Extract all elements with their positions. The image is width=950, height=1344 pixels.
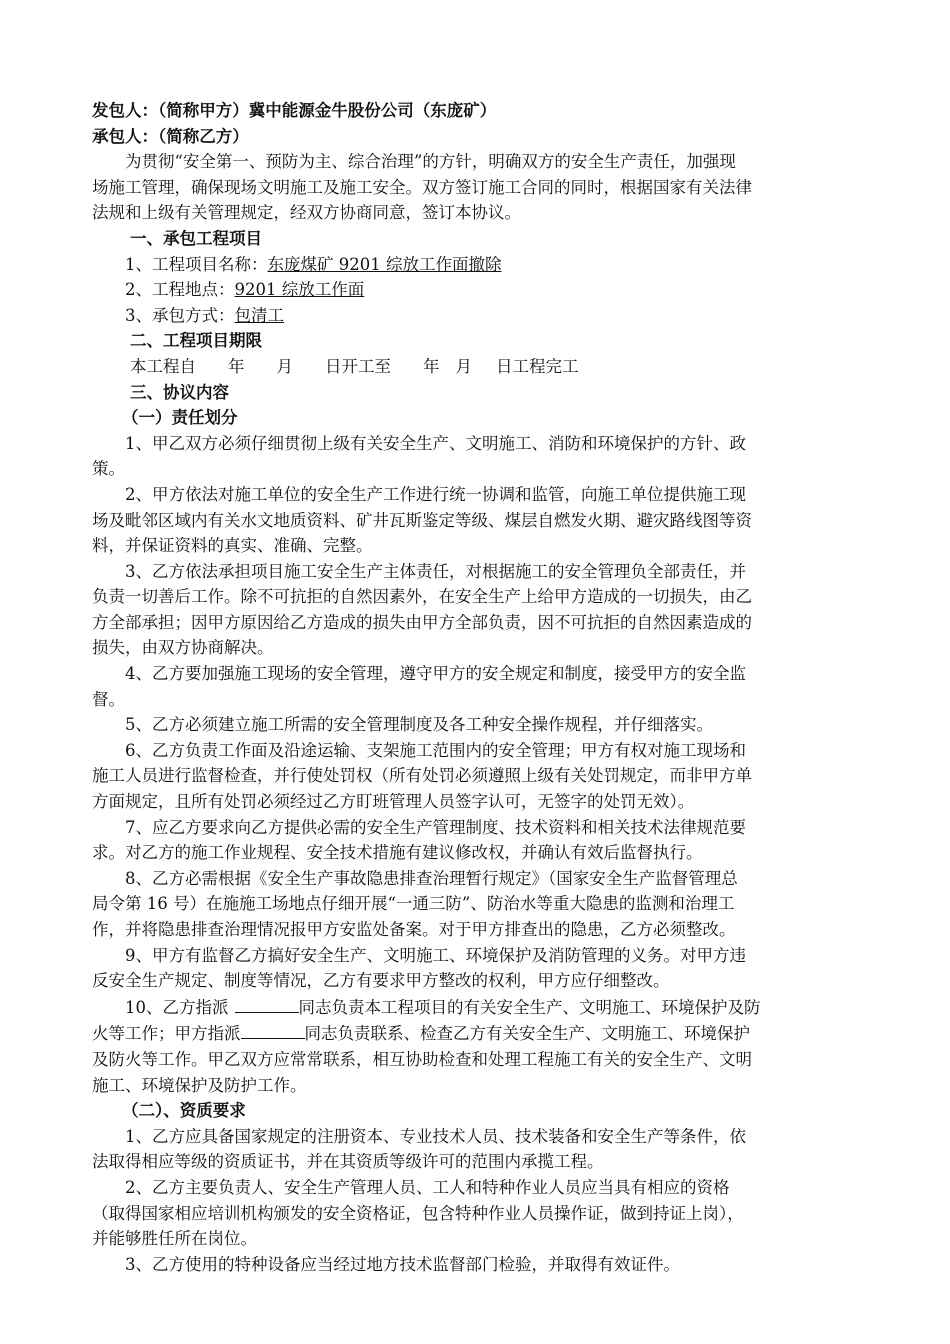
clause-line: 料，并保证资料的真实、准确、完整。 xyxy=(92,536,373,556)
clause-3 xyxy=(92,559,860,661)
project-name-label: 1、工程项目名称： xyxy=(125,254,268,274)
clause-line: 策。 xyxy=(92,459,125,479)
project-period xyxy=(92,354,860,380)
clause-line: 施工、环境保护及防护工作。 xyxy=(92,1075,307,1095)
clause-text: 火等工作；甲方指派 xyxy=(92,1024,241,1044)
party-a-line: 发包人：（简称甲方）冀中能源金牛股份公司（东庞矿） xyxy=(92,101,497,120)
clause-text: 同志负责本工程项目的有关安全生产、文明施工、环境保护及防 xyxy=(298,997,761,1017)
intro-line: 场施工管理，确保现场文明施工及施工安全。双方签订施工合同的同时，根据国家有关法律 xyxy=(92,177,752,197)
clause-line: 求。对乙方的施工作业规程、安全技术措施有建议修改权，并确认有效后监督执行。 xyxy=(92,843,703,863)
project-name-item xyxy=(92,252,860,278)
contract-method-item xyxy=(92,303,860,329)
project-location-item xyxy=(92,277,860,303)
contract-page xyxy=(92,98,860,1277)
intro-line: 法规和上级有关管理规定，经双方协商同意，签订本协议。 xyxy=(92,203,521,223)
clause-line: 负责一切善后工作。除不可抗拒的自然因素外，在安全生产上给甲方造成的一切损失，由乙 xyxy=(92,587,752,607)
clause-line: 场及毗邻区域内有关水文地质资料、矿井瓦斯鉴定等级、煤层自燃发火期、避灾路线图等资 xyxy=(92,510,752,530)
clause-text: 同志负责联系、检查乙方有关安全生产、文明施工、环境保护 xyxy=(304,1024,750,1044)
clause-line: （取得国家相应培训机构颁发的安全资格证，包含特种作业人员操作证，做到持证上岗）， xyxy=(92,1203,744,1223)
period-text: 月 xyxy=(276,356,293,376)
clause-line: 及防火等工作。甲乙双方应常常联系，相互协助检查和处理工程施工有关的安全生产、文明 xyxy=(92,1049,752,1069)
clause-line: 方全部承担；因甲方原因给乙方造成的损失由甲方全部负责，因不可抗拒的自然因素造成的 xyxy=(92,612,752,632)
clause-line: 6、乙方负责工作面及沿途运输、支架施工范围内的安全管理；甲方有权对施工现场和 xyxy=(125,740,746,760)
subsection-qualification: （二）、资质要求 xyxy=(122,1101,246,1121)
clause-line: 1、甲乙双方必须仔细贯彻上级有关安全生产、文明施工、消防和环境保护的方针、政 xyxy=(125,433,746,453)
clause-line: 9、甲方有监督乙方搞好安全生产、文明施工、环境保护及消防管理的义务。对甲方违 xyxy=(125,945,746,965)
clause-line: 作，并将隐患排查治理情况报甲方安监处备案。对于甲方排查出的隐患，乙方必须整改。 xyxy=(92,920,736,939)
clause-line: 2、甲方依法对施工单位的安全生产工作进行统一协调和监管，向施工单位提供施工现 xyxy=(125,484,746,504)
clause-line xyxy=(92,994,860,1021)
clause-5 xyxy=(92,712,860,738)
section2-title: 二、工程项目期限 xyxy=(130,331,262,351)
clause-6 xyxy=(92,738,860,815)
intro-paragraph xyxy=(92,149,860,226)
contract-method-value: 包清工 xyxy=(234,305,284,325)
period-text: 日开工至 xyxy=(325,356,391,376)
clause-line: 法取得相应等级的资质证书，并在其资质等级许可的范围内承揽工程。 xyxy=(92,1152,604,1172)
project-name-value: 东庞煤矿 9201 综放工作面撤除 xyxy=(267,254,502,274)
clause-7 xyxy=(92,815,860,866)
qualification-3 xyxy=(92,1252,860,1278)
blank-field xyxy=(241,1020,305,1039)
clause-line: 反安全生产规定、制度等情况，乙方有要求甲方整改的权利，甲方应仔细整改。 xyxy=(92,971,670,991)
clause-line: 局令第 16 号）在施施工场地点仔细开展“一通三防”、防治水等重大隐患的监测和治理工 xyxy=(92,894,735,914)
contract-method-label: 3、承包方式： xyxy=(125,305,235,325)
party-b-line: 承包人：（简称乙方） xyxy=(92,126,249,146)
project-location-value: 9201 综放工作面 xyxy=(234,280,365,300)
clause-1 xyxy=(92,431,860,482)
clause-2 xyxy=(92,482,860,559)
period-text: 月 xyxy=(455,356,472,376)
clause-line: 损失，由双方协商解决。 xyxy=(92,638,274,658)
clause-line: 督。 xyxy=(92,689,125,709)
clause-line xyxy=(92,1020,860,1047)
clause-10 xyxy=(92,994,860,1098)
clause-line: 5、乙方必须建立施工所需的安全管理制度及各工种安全操作规程，并仔细落实。 xyxy=(125,715,713,735)
qualification-1 xyxy=(92,1124,860,1175)
clause-line: 8、乙方必需根据《安全生产事故隐患排查治理暂行规定》（国家安全生产监督管理总 xyxy=(125,868,738,888)
clause-line: 方面规定，且所有处罚必须经过乙方盯班管理人员签字认可，无签字的处罚无效）。 xyxy=(92,792,695,812)
clause-line: 1、乙方应具备国家规定的注册资本、专业技术人员、技术装备和安全生产等条件，依 xyxy=(125,1126,746,1146)
period-text: 年 xyxy=(423,356,440,376)
intro-line: 为贯彻“安全第一、预防为主、综合治理”的方针，明确双方的安全生产责任，加强现 xyxy=(125,152,736,172)
clause-9 xyxy=(92,943,860,994)
clause-line: 2、乙方主要负责人、安全生产管理人员、工人和特种作业人员应当具有相应的资格 xyxy=(125,1177,730,1197)
clause-8 xyxy=(92,866,860,943)
period-text: 日工程完工 xyxy=(496,356,579,376)
clause-line: 施工人员进行监督检查，并行使处罚权（所有处罚必须遵照上级有关处罚规定，而非甲方单 xyxy=(92,766,752,786)
section3-title: 三、协议内容 xyxy=(130,382,229,402)
clause-text: 10、乙方指派 xyxy=(125,997,229,1017)
subsection-responsibility: （一）责任划分 xyxy=(122,408,238,428)
clause-line: 7、应乙方要求向乙方提供必需的安全生产管理制度、技术资料和相关技术法律规范要 xyxy=(125,817,746,837)
clause-line: 并能够胜任所在岗位。 xyxy=(92,1229,257,1249)
clause-4 xyxy=(92,661,860,712)
blank-field xyxy=(235,994,299,1013)
clause-line: 3、乙方使用的特种设备应当经过地方技术监督部门检验，并取得有效证件。 xyxy=(125,1254,680,1274)
section1-title: 一、承包工程项目 xyxy=(130,228,262,248)
clause-line: 4、乙方要加强施工现场的安全管理，遵守甲方的安全规定和制度，接受甲方的安全监 xyxy=(125,664,746,684)
period-text: 年 xyxy=(228,356,245,376)
qualification-2 xyxy=(92,1175,860,1252)
project-location-label: 2、工程地点： xyxy=(125,280,235,300)
clause-line: 3、乙方依法承担项目施工安全生产主体责任，对根据施工的安全管理负全部责任，并 xyxy=(125,561,746,581)
period-text: 本工程自 xyxy=(130,356,196,376)
